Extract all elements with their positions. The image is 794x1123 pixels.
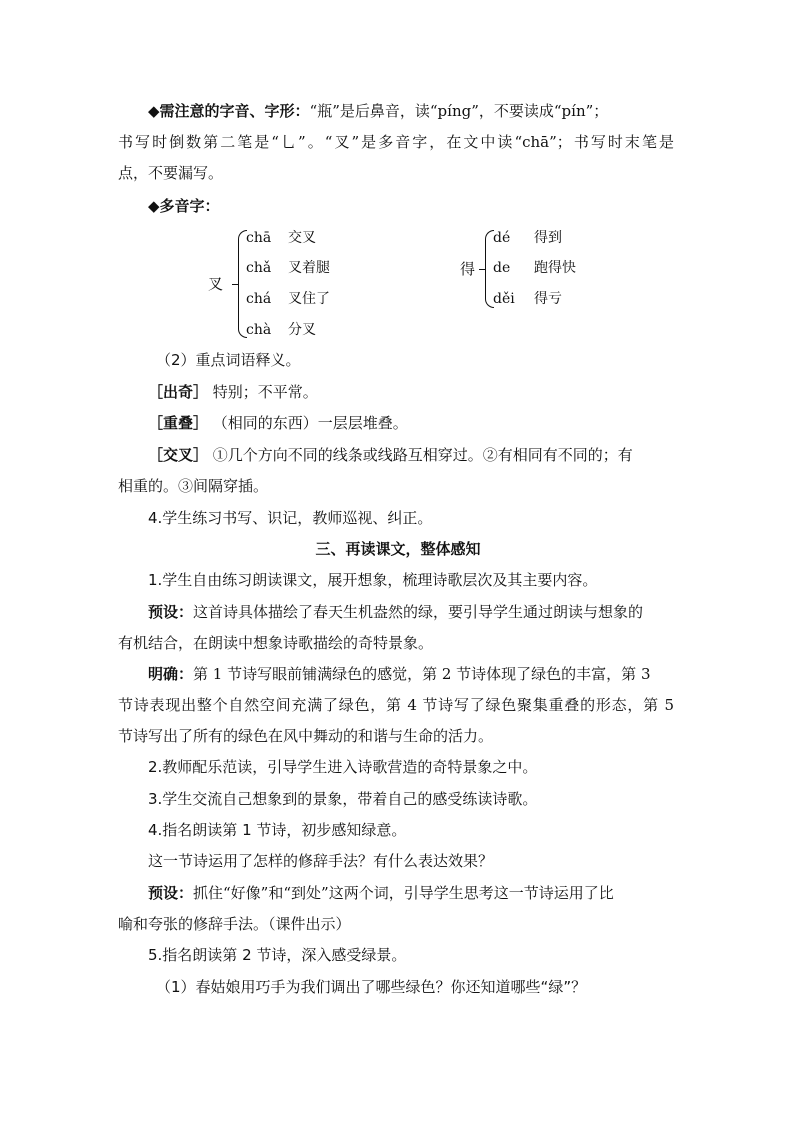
- pinyin-item: dé: [493, 230, 511, 246]
- preset-1-continued: 有机结合，在朗读中想象诗歌描绘的奇特景象。: [118, 634, 434, 652]
- section-heading: 三、再读课文，整体感知: [315, 540, 481, 558]
- section-step-3: 3.学生交流自己想象到的景象，带着自己的感受练读诗歌。: [148, 790, 538, 808]
- vocab-item: [148, 445, 676, 465]
- pinyin-item: de: [493, 260, 511, 276]
- vocab-item: [148, 413, 708, 433]
- clarify-text: 第 1 节诗写眼前铺满绿色的感觉，第 2 节诗体现了绿色的丰富，第 3: [193, 665, 651, 683]
- clarify: [148, 664, 708, 684]
- pinyin-item: děi: [493, 291, 515, 307]
- preset-2-continued: 喻和夸张的修辞手法。（课件出示）: [118, 915, 351, 933]
- preset-2: [148, 883, 708, 903]
- vocab-intro: （2）重点词语释义。: [156, 351, 301, 369]
- vocab-term: ［出奇］: [148, 383, 209, 401]
- word-item: 跑得快: [534, 260, 576, 276]
- preset-1: [148, 602, 708, 622]
- vocab-def: 特别；不平常。: [212, 383, 318, 401]
- vocab-term: ［重叠］: [148, 414, 209, 432]
- notice-line-3: 点，不要漏写。: [118, 164, 224, 182]
- question-1: 这一节诗运用了怎样的修辞手法？有什么表达效果？: [148, 852, 494, 870]
- pinyin-item: chá: [246, 291, 272, 307]
- pinyin-item: chà: [246, 322, 272, 338]
- vocab-def-continued: 相重的。③间隔穿插。: [118, 477, 269, 495]
- polyphone-char-de: 得: [460, 260, 476, 278]
- section-step-4: 4.指名朗读第 1 节诗，初步感知绿意。: [148, 821, 407, 839]
- preset-label: 预设：: [148, 603, 194, 621]
- section-step-1: 1.学生自由练习朗读课文，展开想象，梳理诗歌层次及其主要内容。: [148, 571, 598, 589]
- vocab-def: ①几个方向不同的线条或线路互相穿过。②有相同有不同的；有: [212, 446, 633, 464]
- vocab-term: ［交叉］: [148, 446, 209, 464]
- question-2: （1）春姑娘用巧手为我们调出了哪些绿色？你还知道哪些“绿”？: [156, 978, 587, 996]
- notice-line-2: 书写时倒数第二笔是“乚”。“叉”是多音字，在文中读“chā”；书写时末笔是: [118, 133, 674, 151]
- word-item: 得亏: [534, 291, 562, 307]
- clarify-line-3: 节诗写出了所有的绿色在风中舞动的和谐与生命的活力。: [118, 727, 494, 745]
- vocab-item: [148, 382, 708, 402]
- section-step-2: 2.教师配乐范读，引导学生进入诗歌营造的奇特景象之中。: [148, 758, 538, 776]
- notice-title: ◆需注意的字音、字形：: [148, 102, 310, 120]
- step-4: 4.学生练习书写、识记，教师巡视、纠正。: [148, 509, 433, 527]
- word-item: 叉住了: [288, 291, 330, 307]
- notice-line-1: [148, 101, 708, 121]
- section-step-5: 5.指名朗读第 2 节诗，深入感受绿景。: [148, 946, 407, 964]
- pinyin-item: chā: [246, 230, 272, 246]
- word-item: 得到: [534, 230, 562, 246]
- word-item: 交叉: [288, 230, 316, 246]
- word-item: 叉着腿: [288, 260, 330, 276]
- clarify-label: 明确：: [148, 665, 194, 683]
- word-item: 分叉: [288, 322, 316, 338]
- clarify-line-2: 节诗表现出整个自然空间充满了绿色，第 4 节诗写了绿色聚集重叠的形态，第 5: [118, 696, 674, 714]
- preset-text: 抓住“好像”和“到处”这两个词，引导学生思考这一节诗运用了比: [193, 884, 614, 902]
- pinyin-item: chǎ: [246, 260, 272, 276]
- polyphone-title: ◆多音字：: [148, 197, 220, 215]
- preset-text: 这首诗具体描绘了春天生机盎然的绿，要引导学生通过朗读与想象的: [193, 603, 644, 621]
- notice-text-1: “瓶”是后鼻音，读“píng”，不要读成“pín”；: [309, 102, 609, 120]
- vocab-def: （相同的东西）一层层堆叠。: [212, 414, 408, 432]
- polyphone-char-cha: 叉: [208, 275, 224, 293]
- preset-label: 预设：: [148, 884, 194, 902]
